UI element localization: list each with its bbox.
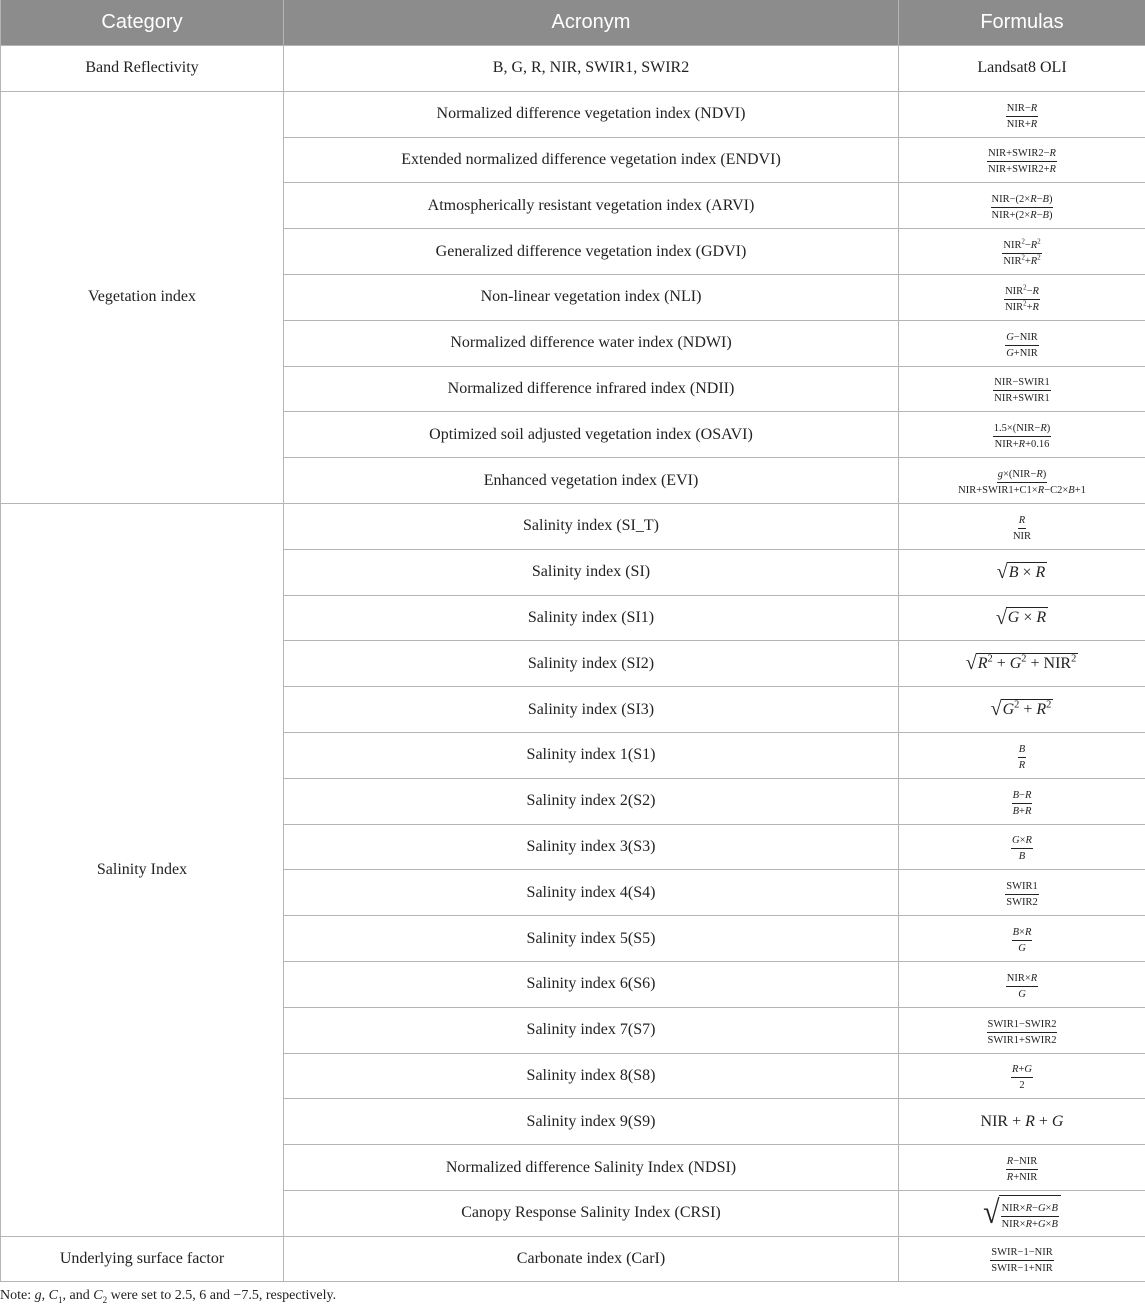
- header-row: [1, 0, 1145, 46]
- formula-cell: $\frac{R}{\text{NIR}}$: [899, 503, 1145, 549]
- acronym-cell: Carbonate index (CarI): [284, 1236, 899, 1281]
- acronym-cell: Salinity index 8(S8): [284, 1053, 899, 1099]
- note-sep2: , and: [62, 1288, 94, 1303]
- acronym-cell: Non-linear vegetation index (NLI): [284, 274, 899, 320]
- header-category: Category: [1, 0, 284, 46]
- acronym-cell: Salinity index 7(S7): [284, 1007, 899, 1053]
- category-vegetation-index: Vegetation index: [1, 91, 284, 503]
- formula-cell: $\frac{B\times R}{G}$: [899, 916, 1145, 962]
- formula-cell: $\frac{B-R}{B+R}$: [899, 778, 1145, 824]
- acronym-cell: Salinity index 9(S9): [284, 1099, 899, 1145]
- note-c2: C: [93, 1288, 103, 1303]
- formula-cell: $\frac{\text{NIR+SWIR2−R}}{\text{NIR+SWIR2+R}}$: [899, 137, 1145, 183]
- acronym-cell: Salinity index 2(S2): [284, 778, 899, 824]
- table-row: [1, 1236, 1145, 1281]
- formula-cell: √ B × R: [899, 549, 1145, 595]
- acronym-cell: Canopy Response Salinity Index (CRSI): [284, 1190, 899, 1236]
- acronym-cell: Salinity index (SI_T): [284, 503, 899, 549]
- acronym-cell: Normalized difference vegetation index (NDVI): [284, 91, 899, 137]
- formula-cell: $\frac{G\times R}{B}$: [899, 824, 1145, 870]
- header-formulas: Formulas: [899, 0, 1145, 46]
- table-row: [1, 91, 1145, 137]
- acronym-cell: Salinity index 6(S6): [284, 961, 899, 1007]
- formula-cell: $\frac{NIR^2-R}{NIR^2+R}$: [899, 274, 1145, 320]
- table-row: [1, 46, 1145, 92]
- formula-cell: $\frac{\text{NIR−SWIR1}}{\text{NIR+SWIR1}}$: [899, 366, 1145, 412]
- category-band-reflectivity: Band Reflectivity: [1, 46, 284, 92]
- acronym-cell: Salinity index (SI2): [284, 641, 899, 687]
- note-suffix: were set to 2.5, 6 and −7.5, respectively.: [107, 1288, 337, 1303]
- note-c1: C: [48, 1288, 58, 1303]
- formula-cell: Landsat8 OLI: [899, 46, 1145, 92]
- note-c1-sub: 1: [57, 1294, 63, 1305]
- category-underlying-surface-factor: Underlying surface factor: [1, 1236, 284, 1281]
- acronym-cell: Salinity index (SI1): [284, 595, 899, 641]
- table-row: [1, 503, 1145, 549]
- note-sep1: ,: [41, 1288, 49, 1303]
- note-c2-sub: 2: [102, 1294, 108, 1305]
- note-prefix: Note:: [0, 1288, 35, 1303]
- acronym-cell: Normalized difference infrared index (NDII): [284, 366, 899, 412]
- formula-cell: $\frac{R+G}{2}$: [899, 1053, 1145, 1099]
- formula-cell: $\frac{\text{SWIR−1−NIR}}{\text{SWIR−1+NIR}}$: [899, 1236, 1145, 1281]
- formula-cell: $\frac{\text{NIR−(2×R−B)}}{\text{NIR+(2×R−B)}}$: [899, 183, 1145, 229]
- acronym-cell: Salinity index 5(S5): [284, 916, 899, 962]
- acronym-cell: Generalized difference vegetation index (GDVI): [284, 229, 899, 275]
- note-g: g: [34, 1288, 42, 1303]
- acronym-cell: Salinity index (SI): [284, 549, 899, 595]
- formula-cell: √ $R^2 + G^2 + NIR^2$: [899, 641, 1145, 687]
- acronym-cell: Extended normalized difference vegetation index (ENDVI): [284, 137, 899, 183]
- formula-cell: $\frac{NIR^2-R^2}{NIR^2+R^2}$: [899, 229, 1145, 275]
- acronym-cell: B, G, R, NIR, SWIR1, SWIR2: [284, 46, 899, 92]
- formula-cell: √ G × R: [899, 595, 1145, 641]
- acronym-cell: Normalized difference Salinity Index (NDSI): [284, 1145, 899, 1191]
- formula-cell: $\frac{\text{G−NIR}}{\text{G+NIR}}$: [899, 320, 1145, 366]
- formula-cell: $\frac{\text{NIR−R}}{\text{NIR+R}}$: [899, 91, 1145, 137]
- acronym-cell: Salinity index (SI3): [284, 687, 899, 733]
- acronym-cell: Enhanced vegetation index (EVI): [284, 458, 899, 504]
- formula-cell: $\frac{\text{SWIR1}}{\text{SWIR2}}$: [899, 870, 1145, 916]
- category-salinity-index: Salinity Index: [1, 503, 284, 1236]
- formula-cell: √ $G^2 + R^2$: [899, 687, 1145, 733]
- formula-cell: $\frac{\text{1.5×(NIR−R)}}{\text{NIR+R+0.16}}$: [899, 412, 1145, 458]
- acronym-cell: Normalized difference water index (NDWI): [284, 320, 899, 366]
- table-note: [0, 1288, 336, 1304]
- formula-cell: $\frac{\text{g×(NIR−R)}}{\text{NIR+SWIR1+C1×R−C2×B+1}}$: [899, 458, 1145, 504]
- formula-cell: $\frac{\text{NIR×R}}{G}$: [899, 961, 1145, 1007]
- formula-cell: $\frac{\text{SWIR1−SWIR2}}{\text{SWIR1+SWIR2}}$: [899, 1007, 1145, 1053]
- formula-cell: √ $\frac{\text{NIR×R−G×B}}{\text{NIR×R+G×B}}$: [899, 1190, 1145, 1236]
- header-acronym: Acronym: [284, 0, 899, 46]
- formula-cell: $\frac{B}{R}$: [899, 732, 1145, 778]
- acronym-cell: Salinity index 1(S1): [284, 732, 899, 778]
- formula-cell: NIR + R + G: [899, 1099, 1145, 1145]
- formula-cell: $\frac{\text{R−NIR}}{\text{R+NIR}}$: [899, 1145, 1145, 1191]
- acronym-cell: Atmospherically resistant vegetation index (ARVI): [284, 183, 899, 229]
- acronym-cell: Optimized soil adjusted vegetation index (OSAVI): [284, 412, 899, 458]
- acronym-cell: Salinity index 3(S3): [284, 824, 899, 870]
- acronym-cell: Salinity index 4(S4): [284, 870, 899, 916]
